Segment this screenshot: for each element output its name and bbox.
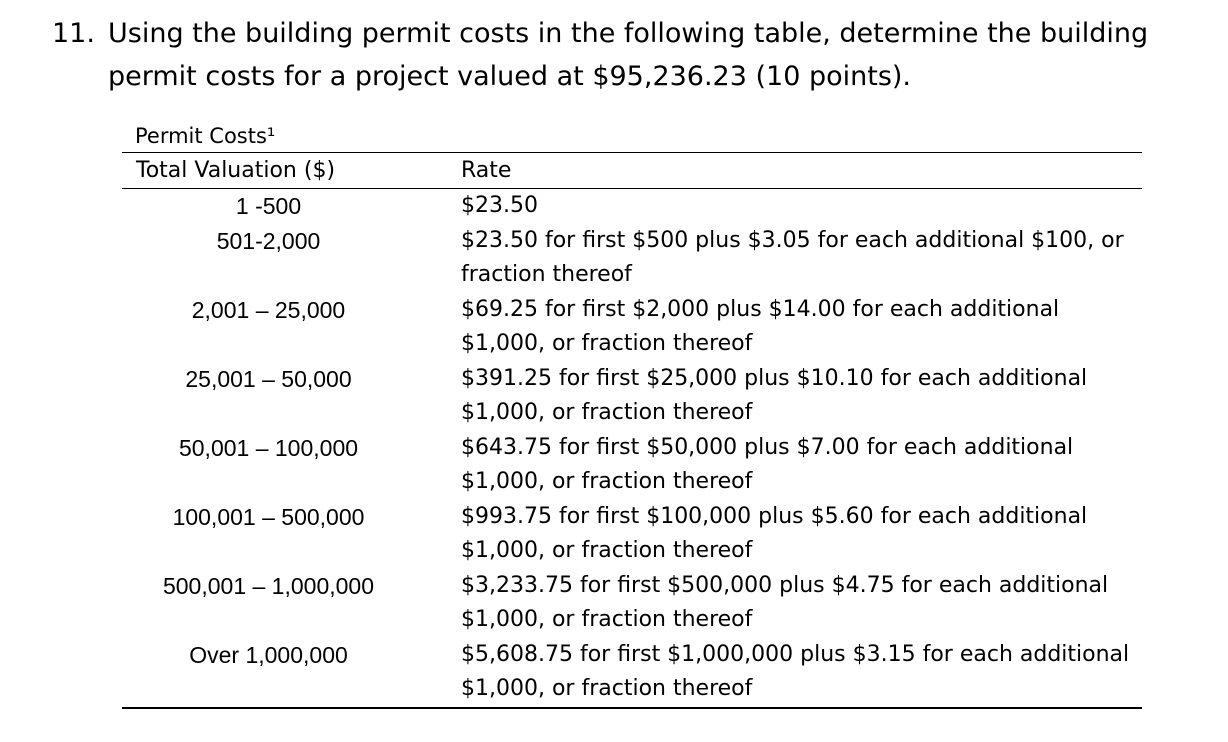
rate-cell: $3,233.75 for first $500,000 plus $4.75 for each additional $1,000, or fraction thereof [461, 572, 1109, 632]
table-row [122, 500, 1142, 569]
rate-cell: $993.75 for first $100,000 plus $5.60 for each additional $1,000, or fraction thereof [461, 503, 1088, 563]
table-row [122, 431, 1142, 500]
question-number: 11. [52, 18, 95, 49]
valuation-cell: 501-2,000 [216, 227, 321, 254]
rate-cell: $5,608.75 for first $1,000,000 plus $3.15 for each additional $1,000, or fraction thereof [461, 641, 1130, 701]
valuation-cell: 25,001 – 50,000 [185, 365, 352, 392]
valuation-cell: 50,001 – 100,000 [178, 434, 359, 461]
table-header-row [122, 153, 1142, 189]
table-row [122, 189, 1142, 224]
valuation-cell: 100,001 – 500,000 [172, 503, 365, 530]
valuation-cell: 1 -500 [235, 193, 302, 219]
header-total-valuation: Total Valuation ($) [136, 158, 336, 183]
table-row [122, 638, 1142, 708]
header-rate: Rate [461, 158, 512, 183]
rate-cell: $23.50 for first $500 plus $3.05 for each additional $100, or fraction thereof [461, 227, 1124, 287]
valuation-cell: 500,001 – 1,000,000 [162, 572, 375, 599]
permit-costs-table [122, 152, 1142, 709]
rate-cell: $69.25 for first $2,000 plus $14.00 for each additional $1,000, or fraction thereof [461, 296, 1060, 356]
table-row [122, 293, 1142, 362]
rate-cell: $643.75 for first $50,000 plus $7.00 for each additional $1,000, or fraction thereof [461, 434, 1074, 494]
table-row [122, 569, 1142, 638]
permit-costs-table-section [122, 118, 1142, 709]
question [52, 12, 1212, 98]
table-row [122, 362, 1142, 431]
table-caption: Permit Costs¹ [135, 124, 276, 148]
valuation-cell: 2,001 – 25,000 [191, 296, 346, 323]
question-text: Using the building permit costs in the following table, determine the building permit costs for a project valued at $95,236.23 (10 points). [108, 18, 1149, 92]
rate-cell: $23.50 [461, 193, 538, 218]
rate-cell: $391.25 for first $25,000 plus $10.10 for each additional $1,000, or fraction thereof [461, 365, 1088, 425]
table-row [122, 224, 1142, 293]
valuation-cell: Over 1,000,000 [189, 641, 348, 668]
